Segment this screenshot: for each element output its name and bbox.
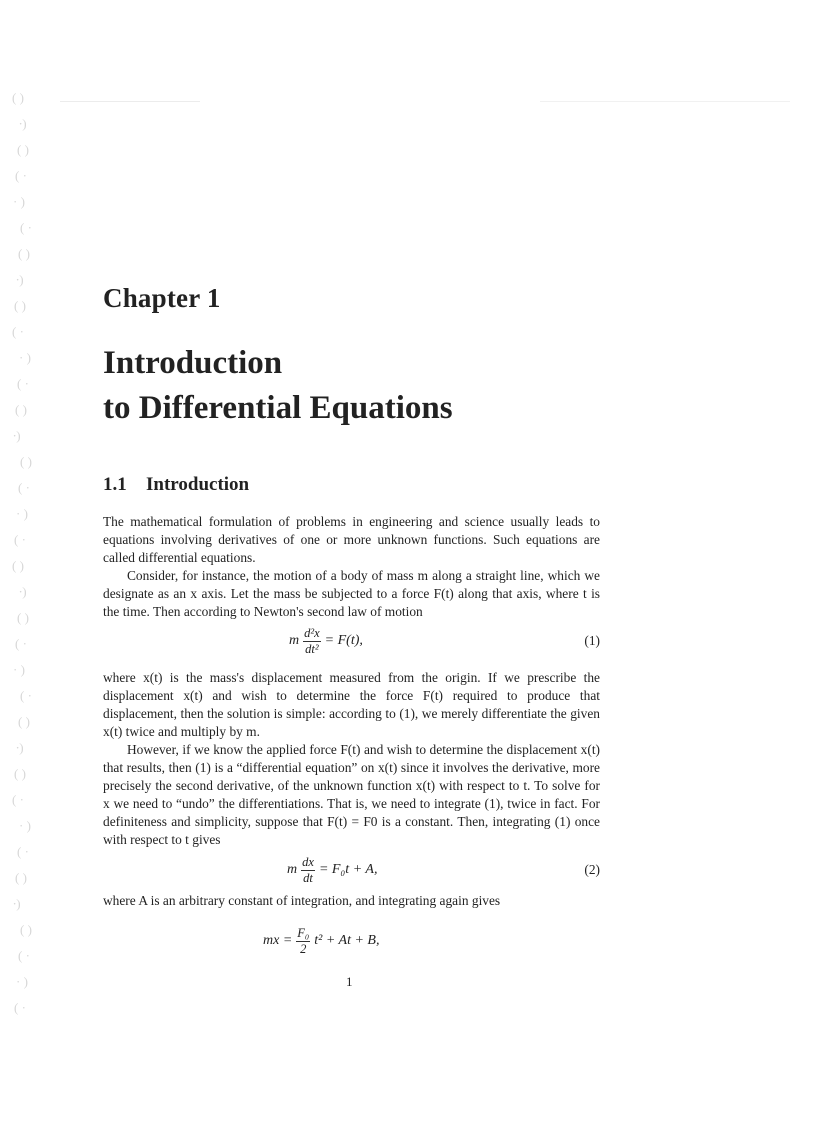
equation-2-fraction <box>301 855 315 886</box>
paragraph-5: where A is an arbitrary constant of integration, and integrating again gives <box>103 893 501 908</box>
equation-2-body <box>287 847 377 893</box>
equation-2 <box>103 847 600 893</box>
margin-mark: ( ) <box>12 90 24 105</box>
margin-mark: ∙) <box>16 272 24 287</box>
margin-mark: ( ) <box>17 142 29 157</box>
section-heading <box>103 474 249 496</box>
margin-mark: ( ) <box>18 246 30 261</box>
equation-2-numerator: dx <box>302 854 314 869</box>
page-number: 1 <box>346 974 353 989</box>
margin-mark: ∙) <box>19 584 27 599</box>
scan-artifact-rule <box>540 101 790 102</box>
chapter-title-line-1: Introduction <box>103 345 283 381</box>
scan-margin-marks <box>12 90 42 1050</box>
margin-mark: ( · <box>15 168 27 183</box>
chapter-title <box>103 341 453 431</box>
paragraph-3: where x(t) is the mass's displacement measured from the origin. If we prescribe the displacement x(t) and wish to determine the force F(t) required to produce that displacement, then the solution is simple: according to (1), we merely differentiate the given x(t) twice and multiply by m. <box>103 670 600 739</box>
equation-1 <box>103 618 600 664</box>
margin-mark: ( · <box>17 844 29 859</box>
margin-mark: · ) <box>16 974 28 989</box>
margin-mark: ( ) <box>20 454 32 469</box>
equation-1-body <box>289 618 363 664</box>
margin-mark: ∙) <box>19 116 27 131</box>
paragraph-1: The mathematical formulation of problems in engineering and science usually leads to equations involving derivatives of one or more unknown functions. Such equations are called differential equations. <box>103 514 600 565</box>
margin-mark: ( · <box>12 792 24 807</box>
body-text-block-2 <box>103 669 600 849</box>
equation-2-number: (2) <box>584 862 600 877</box>
equation-3-numerator: F₀ <box>297 925 310 940</box>
equation-2-denominator: dt <box>303 870 313 885</box>
equation-2-lhs: m <box>287 862 298 877</box>
margin-mark: ( · <box>14 1000 26 1015</box>
equation-3-rhs: t² + At + B, <box>314 933 380 948</box>
margin-mark: ( ) <box>15 402 27 417</box>
margin-mark: ( ) <box>14 298 26 313</box>
margin-mark: ( ) <box>12 558 24 573</box>
equation-3-fraction <box>296 926 310 957</box>
margin-mark: ∙) <box>13 428 21 443</box>
equation-3-body <box>263 918 380 964</box>
paragraph-4: However, if we know the applied force F(t) and wish to determine the displacement x(t) that results, then (1) is a “differential equation” on x(t) since it involves the derivative, more precisely the second derivative, of the unknown function x(t) with respect to t. To solve for x we need to “undo” the differentiations. That is, we need to integrate (1), twice in fact. For definiteness and simplicity, suppose that F(t) = F0 is a constant. Then, integrating (1) once with respect to t gives <box>103 742 600 847</box>
equation-3 <box>103 918 600 964</box>
margin-mark: ( · <box>20 688 32 703</box>
body-text-block-3 <box>103 892 600 910</box>
margin-mark: ( · <box>18 480 30 495</box>
margin-mark: ∙) <box>16 740 24 755</box>
margin-mark: · ) <box>13 662 25 677</box>
margin-mark: · ) <box>16 506 28 521</box>
margin-mark: ( ) <box>18 714 30 729</box>
margin-mark: · ) <box>19 818 31 833</box>
chapter-title-line-2: to Differential Equations <box>103 390 453 426</box>
margin-mark: ( · <box>15 636 27 651</box>
equation-2-rhs: = F₀t + A, <box>318 862 378 877</box>
margin-mark: ( ) <box>14 766 26 781</box>
equation-3-denominator: 2 <box>300 941 307 956</box>
margin-mark: ( · <box>12 324 24 339</box>
equation-1-denominator: dt² <box>305 641 319 656</box>
margin-mark: · ) <box>19 350 31 365</box>
body-text-block-1 <box>103 513 600 621</box>
margin-mark: ( ) <box>15 870 27 885</box>
margin-mark: · ) <box>13 194 25 209</box>
equation-1-numerator: d²x <box>304 625 320 640</box>
equation-1-fraction <box>303 626 321 657</box>
equation-1-number: (1) <box>584 633 600 648</box>
paragraph-2: Consider, for instance, the motion of a body of mass m along a straight line, which we designate as an x axis. Let the mass be subjected to a force F(t) along that axis, where t is the time. Then according to Newton's second law of motion <box>103 568 600 619</box>
margin-mark: ( ) <box>20 922 32 937</box>
margin-mark: ( ) <box>17 610 29 625</box>
margin-mark: ( · <box>20 220 32 235</box>
scan-artifact-rule <box>60 101 200 102</box>
equation-1-rhs: = F(t), <box>324 633 363 648</box>
section-number: 1.1 <box>103 474 127 495</box>
equation-1-lhs: m <box>289 633 300 648</box>
margin-mark: ( · <box>14 532 26 547</box>
section-title: Introduction <box>146 474 250 495</box>
chapter-label: Chapter 1 <box>103 283 221 313</box>
margin-mark: ( · <box>18 948 30 963</box>
margin-mark: ∙) <box>13 896 21 911</box>
equation-3-lhs: mx = <box>263 933 293 948</box>
margin-mark: ( · <box>17 376 29 391</box>
